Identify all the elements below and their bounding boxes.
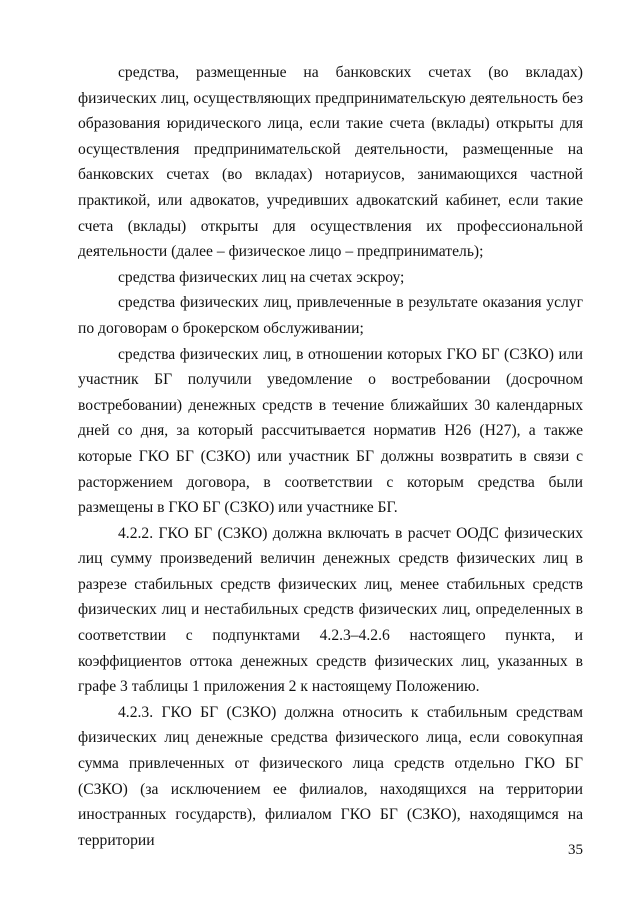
paragraph-1: средства, размещенные на банковских счетах (во вкладах) физических лиц, осуществляющих предпринимательскую деятельность без образования юридического лица, если такие счета (вклады) открыты для осуществления предпринимательской деятельности, размещенные на банковских счетах (во вкладах) нотариусов, занимающихся частной практикой, или адвокатов, учредивших адвокатский кабинет, если такие счета (вклады) открыты для осуществления их профессиональной деятельности (далее – физическое лицо – предприниматель);: [78, 64, 583, 261]
paragraph-section-4-2-2: 4.2.2. ГКО БГ (СЗКО) должна включать в расчет ООДС физических лиц сумму произведений величин денежных средств физических лиц в разрезе стабильных средств физических лиц, менее стабильных средств физических лиц и нестабильных средств физических лиц, определенных в соответствии с подпунктами 4.2.3–4.2.6 настоящего пункта, и коэффициентов оттока денежных средств физических лиц, указанных в графе 3 таблицы 1 приложения 2 к настоящему Положению.: [78, 524, 583, 696]
paragraph-4: средства физических лиц, в отношении которых ГКО БГ (СЗКО) или участник БГ получили уведомление о востребовании (досрочном востребовании) денежных средств в течение ближайших 30 календарных дней со дня, за который рассчитывается норматив Н26 (Н27), а также которые ГКО БГ (СЗКО) или участник БГ должны возвратить в связи с расторжением договора, в соответствии с которым средства были размещены в ГКО БГ (СЗКО) или участнике БГ.: [78, 345, 583, 517]
page-number: 35: [568, 842, 583, 858]
paragraph-3: средства физических лиц, привлеченные в результате оказания услуг по договорам о брокерском обслуживании;: [78, 294, 583, 337]
paragraph-section-4-2-3: 4.2.3. ГКО БГ (СЗКО) должна относить к стабильным средствам физических лиц денежные средства физического лица, если совокупная сумма привлеченных от физического лица средств отдельно ГКО БГ (СЗКО) (за исключением ее филиалов, находящихся на территории иностранных государств), филиалом ГКО БГ (СЗКО), находящимся на территории: [78, 703, 583, 849]
body-text: [78, 60, 583, 853]
paragraph-2: средства физических лиц на счетах эскроу;: [118, 268, 405, 286]
